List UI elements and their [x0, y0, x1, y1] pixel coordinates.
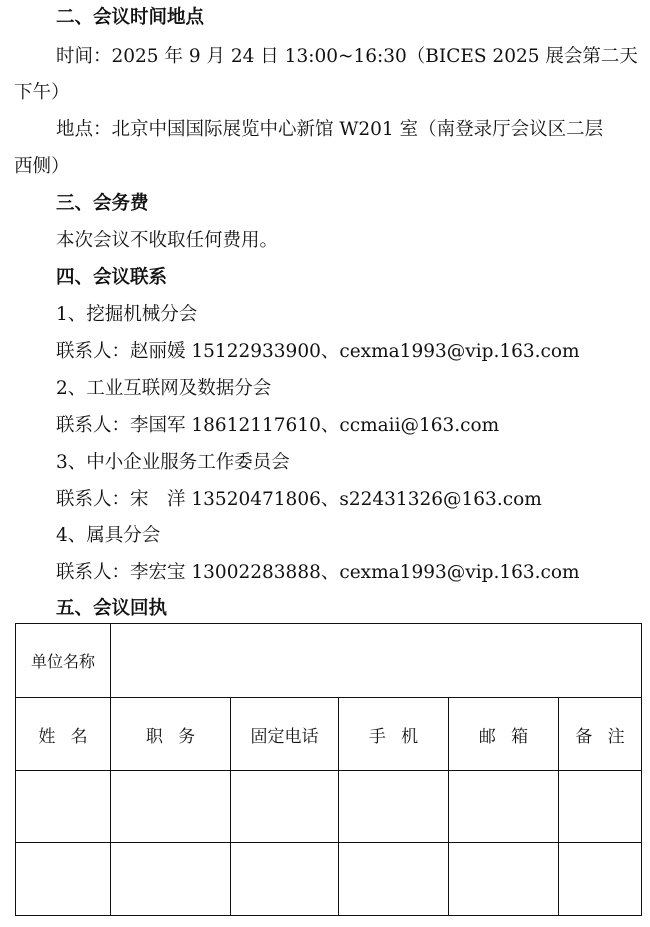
entry-email-cell[interactable] — [449, 771, 559, 843]
unit-name-field[interactable] — [111, 624, 642, 698]
entry-mobile-cell[interactable] — [339, 771, 449, 843]
table-row — [16, 771, 642, 843]
contact-org-1: 1、挖掘机械分会 — [56, 304, 198, 325]
col-header-name: 姓名 — [16, 698, 111, 771]
table-row — [16, 843, 642, 916]
contact-org-2: 2、工业互联网及数据分会 — [56, 378, 272, 399]
entry-name-cell[interactable] — [16, 771, 111, 843]
receipt-header-row — [16, 698, 642, 771]
col-header-landline: 固定电话 — [231, 698, 339, 771]
meeting-time-line1: 时间：2025 年 9 月 24 日 13:00~16:30（BICES 2025 展会第二天 — [56, 46, 638, 67]
meeting-time-line2: 下午） — [14, 82, 70, 103]
meeting-place-line2: 西侧） — [14, 156, 70, 177]
meeting-place-line1: 地点：北京中国国际展览中心新馆 W201 室（南登录厅会议区二层 — [56, 119, 604, 140]
entry-position-cell[interactable] — [111, 843, 231, 916]
section-heading-receipt: 五、会议回执 — [56, 598, 168, 619]
entry-mobile-cell[interactable] — [339, 843, 449, 916]
section-heading-fee: 三、会务费 — [56, 193, 149, 214]
entry-position-cell[interactable] — [111, 771, 231, 843]
contact-person-2: 联系人：李国军 18612117610、ccmaii@163.com — [56, 415, 500, 436]
contact-org-3: 3、中小企业服务工作委员会 — [56, 452, 290, 473]
entry-remarks-cell[interactable] — [559, 843, 642, 916]
contact-person-1: 联系人：赵丽媛 15122933900、cexma1993@vip.163.com — [56, 341, 580, 362]
entry-remarks-cell[interactable] — [559, 771, 642, 843]
entry-landline-cell[interactable] — [231, 771, 339, 843]
col-header-mobile: 手机 — [339, 698, 449, 771]
unit-name-label: 单位名称 — [16, 624, 111, 698]
section-heading-contacts: 四、会议联系 — [56, 267, 168, 288]
col-header-email: 邮箱 — [449, 698, 559, 771]
receipt-unit-row — [16, 624, 642, 698]
contact-org-4: 4、属具分会 — [56, 525, 161, 546]
section-heading-time-place: 二、会议时间地点 — [56, 7, 205, 28]
col-header-position: 职务 — [111, 698, 231, 771]
entry-landline-cell[interactable] — [231, 843, 339, 916]
col-header-remarks: 备注 — [559, 698, 642, 771]
fee-text: 本次会议不收取任何费用。 — [56, 230, 279, 251]
entry-name-cell[interactable] — [16, 843, 111, 916]
contact-person-3: 联系人：宋 洋 13520471806、s22431326@163.com — [56, 489, 542, 510]
entry-email-cell[interactable] — [449, 843, 559, 916]
receipt-table — [15, 623, 642, 916]
contact-person-4: 联系人：李宏宝 13002283888、cexma1993@vip.163.com — [56, 562, 580, 583]
